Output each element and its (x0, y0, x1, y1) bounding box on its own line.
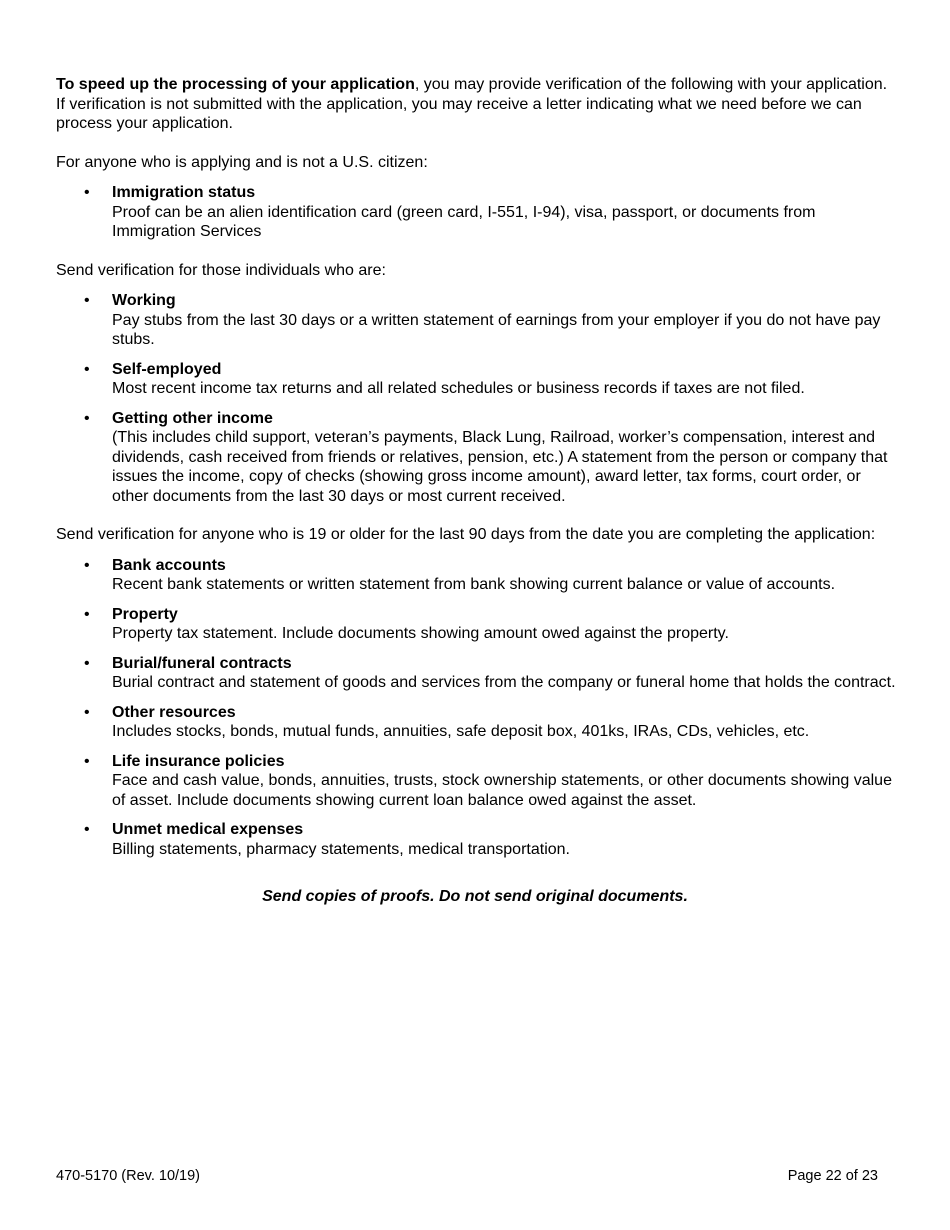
item-description: Billing statements, pharmacy statements, medical transportation. (112, 840, 570, 858)
bullet-icon: • (84, 654, 90, 672)
list-item (56, 752, 898, 811)
section-lead-non-citizen: For anyone who is applying and is not a U.S. citizen: (56, 153, 428, 171)
item-title: Self-employed (112, 360, 222, 378)
item-title: Unmet medical expenses (112, 821, 304, 838)
item-description: (This includes child support, veteran’s payments, Black Lung, Railroad, worker’s compensation, interest and dividends, cash received from friends or relatives, pension, etc.) A statement from the person or company that issues the income, copy of checks (showing gross income amount), award letter, tax forms, court order, or other documents from the last 30 days or most current received. (112, 429, 888, 505)
item-title: Other resources (112, 703, 236, 721)
list-item (56, 820, 898, 859)
intro-text: , you may provide verification of the following with your application. If verification is not submitted with the application, you may receive a letter indicating what we need before we can process your application. (56, 76, 888, 132)
section-lead-individuals: Send verification for those individuals who are: (56, 261, 386, 279)
list-individuals (56, 291, 898, 506)
bullet-icon: • (84, 409, 90, 427)
bullet-icon: • (84, 184, 90, 201)
item-description: Face and cash value, bonds, annuities, trusts, stock ownership statements, or other documents showing value of asset. Include documents showing current loan balance owed against the asset. (112, 772, 892, 809)
list-item (56, 360, 898, 399)
item-title: Life insurance policies (112, 752, 285, 770)
item-title: Working (112, 292, 176, 309)
page-number: Page 22 of 23 (787, 1168, 878, 1184)
bullet-icon: • (84, 752, 90, 770)
list-non-citizen (56, 183, 898, 242)
item-title: Burial/funeral contracts (112, 654, 292, 672)
list-item (56, 556, 898, 595)
closing-instruction: Send copies of proofs. Do not send original documents. (262, 888, 688, 905)
item-description: Proof can be an alien identification card (green card, I-551, I-94), visa, passport, or documents from Immigration Services (112, 203, 816, 240)
bullet-icon: • (84, 556, 90, 574)
bullet-icon: • (84, 292, 90, 309)
list-item (56, 605, 898, 644)
list-item (56, 409, 898, 507)
bullet-icon: • (84, 703, 90, 721)
intro-bold-lead: To speed up the processing of your application (56, 76, 415, 93)
list-item (56, 291, 898, 350)
list-item (56, 183, 898, 242)
bullet-icon: • (84, 821, 90, 838)
document-page (56, 75, 898, 907)
bullet-icon: • (84, 605, 90, 623)
list-item (56, 703, 898, 742)
section-lead-19-or-older: Send verification for anyone who is 19 or older for the last 90 days from the date you are completing the application: (56, 526, 876, 543)
item-description: Property tax statement. Include documents showing amount owed against the property. (112, 625, 729, 642)
item-description: Recent bank statements or written statement from bank showing current balance or value of accounts. (112, 576, 836, 593)
item-title: Property (112, 605, 178, 623)
intro-paragraph (56, 75, 898, 134)
item-description: Includes stocks, bonds, mutual funds, annuities, safe deposit box, 401ks, IRAs, CDs, vehicles, etc. (112, 723, 810, 740)
item-title: Immigration status (112, 184, 256, 201)
item-title: Getting other income (112, 409, 273, 427)
page-footer (56, 1167, 878, 1187)
item-description: Burial contract and statement of goods and services from the company or funeral home that holds the contract. (112, 674, 896, 691)
list-19-or-older (56, 556, 898, 860)
form-number: 470-5170 (Rev. 10/19) (56, 1168, 201, 1184)
item-description: Pay stubs from the last 30 days or a written statement of earnings from your employer if you do not have pay stubs. (112, 311, 881, 348)
item-title: Bank accounts (112, 556, 226, 574)
list-item (56, 654, 898, 693)
item-description: Most recent income tax returns and all related schedules or business records if taxes are not filed. (112, 380, 805, 397)
bullet-icon: • (84, 360, 90, 378)
